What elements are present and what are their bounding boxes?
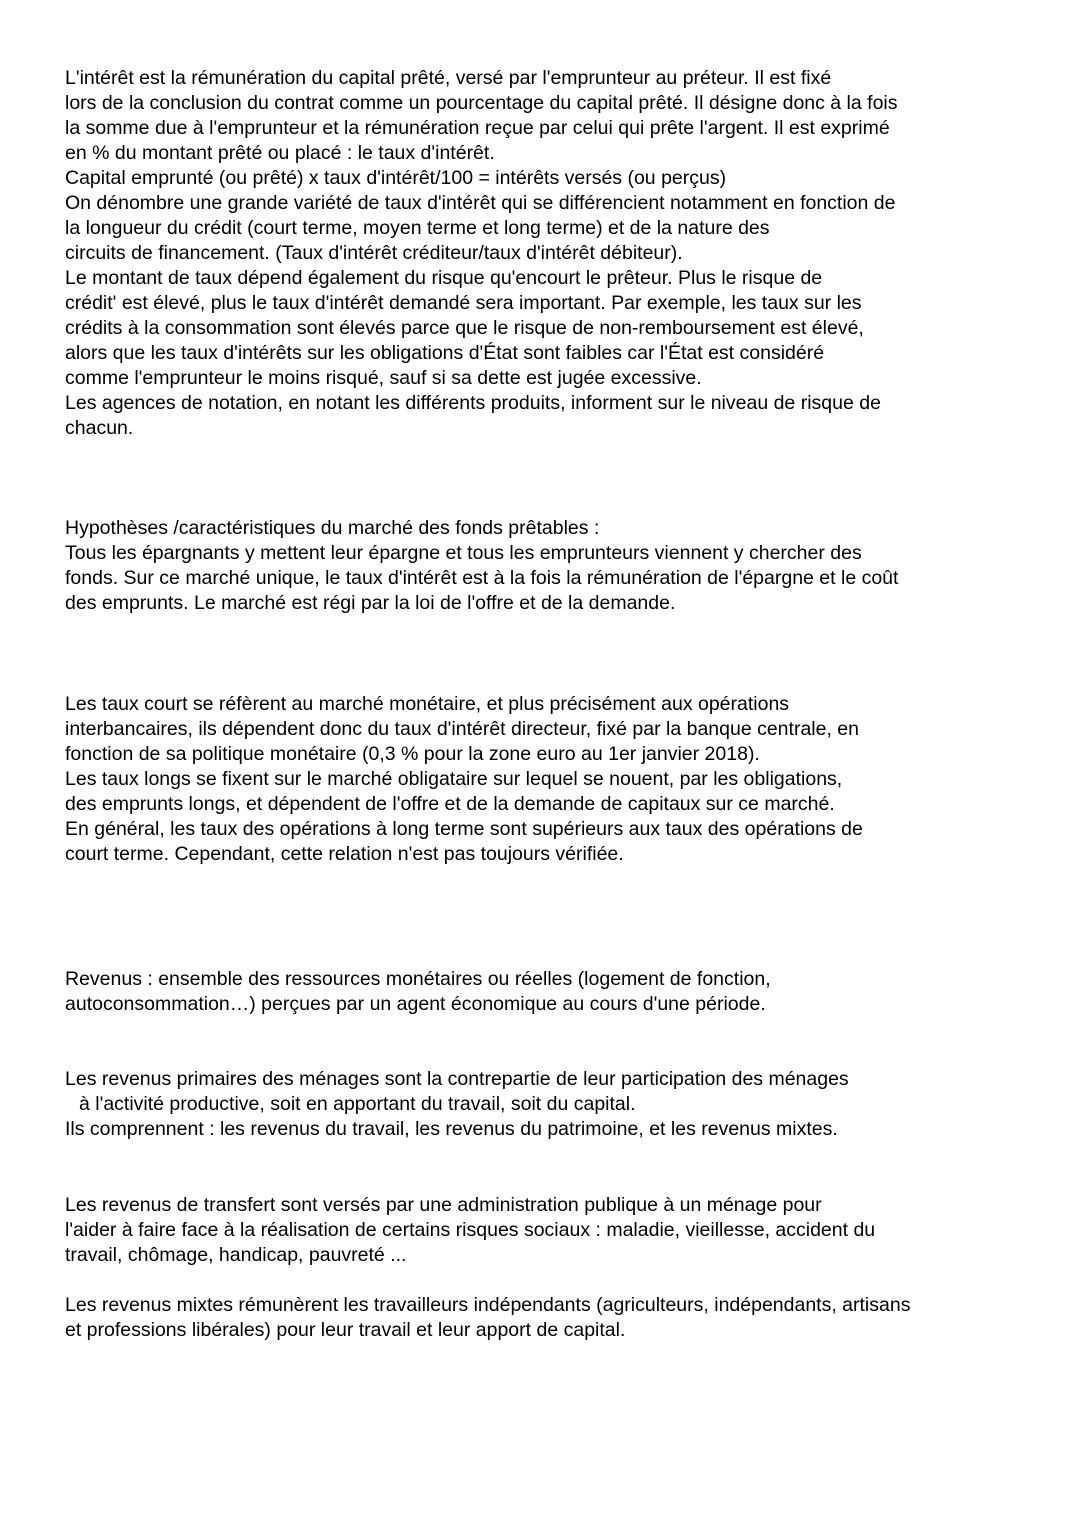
text-line: des emprunts. Le marché est régi par la loi de l'offre et de la demande.	[65, 592, 676, 614]
text-line: Tous les épargnants y mettent leur épargne et tous les emprunteurs viennent y chercher des	[65, 542, 862, 564]
text-line: comme l'emprunteur le moins risqué, sauf si sa dette est jugée excessive.	[65, 367, 702, 389]
text-line: lors de la conclusion du contrat comme un pourcentage du capital prêté. Il désigne donc à la fois	[65, 92, 898, 114]
text-line: fonction de sa politique monétaire (0,3 % pour la zone euro au 1er janvier 2018).	[65, 743, 760, 765]
text-line: Revenus : ensemble des ressources monétaires ou réelles (logement de fonction,	[65, 968, 771, 990]
text-line: fonds. Sur ce marché unique, le taux d'intérêt est à la fois la rémunération de l'épargne et le coût	[65, 567, 899, 589]
text-line: la somme due à l'emprunteur et la rémunération reçue par celui qui prête l'argent. Il est exprimé	[65, 117, 890, 139]
text-line: L'intérêt est la rémunération du capital prêté, versé par l'emprunteur au préteur. Il est fixé	[65, 67, 832, 89]
paragraph-marche-fonds-pretables	[0, 516, 1080, 616]
text-line: en % du montant prêté ou placé : le taux d'intérêt.	[65, 142, 495, 164]
text-line: circuits de financement. (Taux d'intérêt créditeur/taux d'intérêt débiteur).	[65, 242, 683, 264]
text-line: court terme. Cependant, cette relation n'est pas toujours vérifiée.	[65, 843, 624, 865]
paragraph-revenus-definition	[0, 967, 1080, 1017]
text-line: à l'activité productive, soit en apportant du travail, soit du capital.	[79, 1093, 636, 1115]
text-line: Les revenus primaires des ménages sont la contrepartie de leur participation des ménages	[65, 1068, 849, 1090]
text-line: Ils comprennent : les revenus du travail, les revenus du patrimoine, et les revenus mixtes.	[65, 1118, 838, 1140]
text-line: l'aider à faire face à la réalisation de certains risques sociaux : maladie, vieillesse, accident du	[65, 1219, 876, 1241]
paragraph-interet-definition	[0, 66, 1080, 441]
text-line: Les agences de notation, en notant les différents produits, informent sur le niveau de risque de	[65, 392, 881, 414]
text-line: autoconsommation…) perçues par un agent économique au cours d'une période.	[65, 993, 766, 1015]
text-line: Les revenus de transfert sont versés par une administration publique à un ménage pour	[65, 1194, 822, 1216]
paragraph-revenus-primaires	[0, 1067, 1080, 1142]
text-line: des emprunts longs, et dépendent de l'offre et de la demande de capitaux sur ce marché.	[65, 793, 835, 815]
text-line: la longueur du crédit (court terme, moyen terme et long terme) et de la nature des	[65, 217, 770, 239]
text-line: chacun.	[65, 417, 134, 439]
text-line: Le montant de taux dépend également du risque qu'encourt le prêteur. Plus le risque de	[65, 267, 823, 289]
paragraph-revenus-transfert	[0, 1193, 1080, 1268]
text-line: crédit' est élevé, plus le taux d'intérêt demandé sera important. Par exemple, les taux sur les	[65, 292, 862, 314]
paragraph-revenus-mixtes	[0, 1293, 1080, 1343]
paragraph-taux-courts-longs	[0, 692, 1080, 867]
text-line: Les taux longs se fixent sur le marché obligataire sur lequel se nouent, par les obligations,	[65, 768, 843, 790]
text-line: Capital emprunté (ou prêté) x taux d'intérêt/100 = intérêts versés (ou perçus)	[65, 167, 727, 189]
text-line: crédits à la consommation sont élevés parce que le risque de non-remboursement est élevé,	[65, 317, 864, 339]
text-line: Hypothèses /caractéristiques du marché des fonds prêtables :	[65, 517, 600, 539]
text-line: et professions libérales) pour leur travail et leur apport de capital.	[65, 1319, 626, 1341]
text-line: On dénombre une grande variété de taux d'intérêt qui se différencient notamment en fonction de	[65, 192, 896, 214]
text-line: Les revenus mixtes rémunèrent les travailleurs indépendants (agriculteurs, indépendants, artisans	[65, 1294, 911, 1316]
text-line: Les taux court se réfèrent au marché monétaire, et plus précisément aux opérations	[65, 693, 790, 715]
text-line: alors que les taux d'intérêts sur les obligations d'État sont faibles car l'État est considéré	[65, 342, 825, 364]
text-line: interbancaires, ils dépendent donc du taux d'intérêt directeur, fixé par la banque centrale, en	[65, 718, 859, 740]
text-line: travail, chômage, handicap, pauvreté ...	[65, 1244, 407, 1266]
text-line: En général, les taux des opérations à long terme sont supérieurs aux taux des opérations de	[65, 818, 863, 840]
